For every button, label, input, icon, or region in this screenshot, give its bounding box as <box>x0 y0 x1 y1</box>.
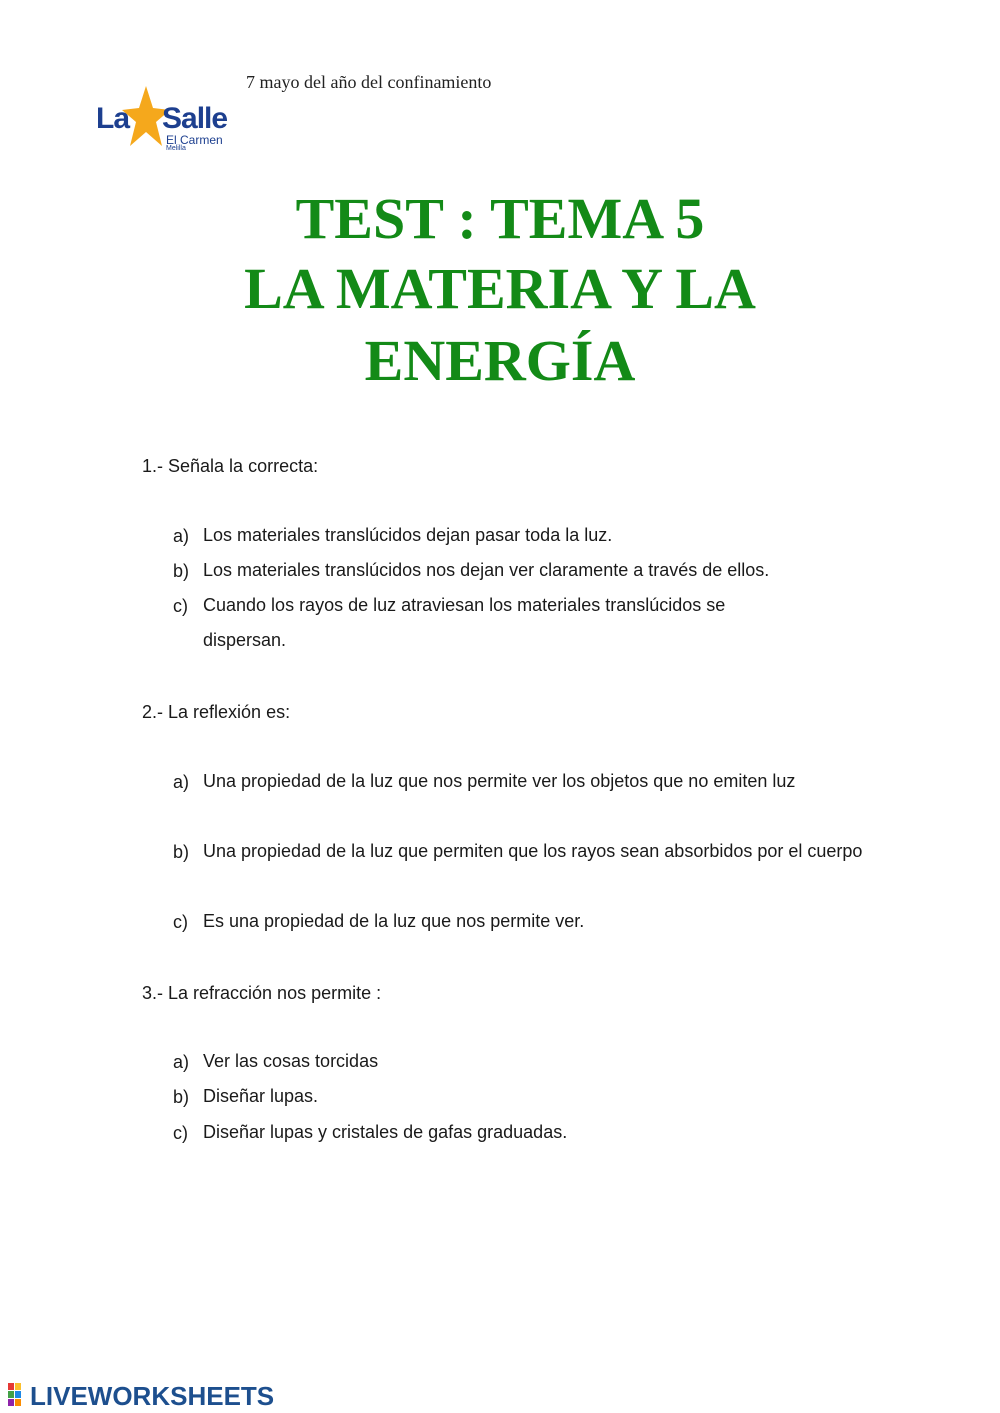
logo-text-melilla: Melilla <box>166 145 186 152</box>
question-2-prompt: 2.- La reflexión es: <box>142 702 291 722</box>
la-salle-logo <box>92 86 242 156</box>
liveworksheets-blocks-icon <box>8 1383 30 1407</box>
question-1-prompt: 1.- Señala la correcta: <box>142 456 319 476</box>
logo-text-el-carmen: El Carmen <box>166 133 223 147</box>
title-line-1: TEST : TEMA 5 <box>295 186 705 251</box>
option-text: Diseñar lupas. <box>203 1086 319 1106</box>
option-text: Una propiedad de la luz que permiten que los rayos sean absorbidos por el cuerpo <box>203 841 863 861</box>
logo-text-la: La <box>96 102 130 135</box>
option-text: Una propiedad de la luz que nos permite ver los objetos que no emiten luz <box>203 771 796 791</box>
option-text: Los materiales translúcidos dejan pasar toda la luz. <box>203 525 613 545</box>
option-letter: c) <box>173 1123 188 1143</box>
option-letter: a) <box>173 772 190 792</box>
title-line-2: LA MATERIA Y LA <box>244 256 756 321</box>
option-letter: a) <box>173 1052 190 1072</box>
logo-text-salle: Salle <box>162 102 228 135</box>
option-letter: a) <box>173 526 190 546</box>
option-letter: c) <box>173 912 188 932</box>
date-line: 7 mayo del año del confinamiento <box>246 72 492 92</box>
liveworksheets-wordmark: LIVEWORKSHEETS <box>30 1381 275 1411</box>
option-text: Ver las cosas torcidas <box>203 1051 379 1071</box>
option-text: Cuando los rayos de luz atraviesan los materiales translúcidos se dispersan. <box>203 595 726 650</box>
option-text: Los materiales translúcidos nos dejan ver claramente a través de ellos. <box>203 560 770 580</box>
option-letter: b) <box>173 561 190 581</box>
option-text: Diseñar lupas y cristales de gafas graduadas. <box>203 1122 568 1142</box>
option-letter: b) <box>173 1087 190 1107</box>
option-letter: b) <box>173 842 190 862</box>
option-letter: c) <box>173 596 188 616</box>
question-3-prompt: 3.- La refracción nos permite : <box>142 983 382 1003</box>
option-text: Es una propiedad de la luz que nos permite ver. <box>203 911 585 931</box>
title-line-3: ENERGÍA <box>364 328 636 393</box>
